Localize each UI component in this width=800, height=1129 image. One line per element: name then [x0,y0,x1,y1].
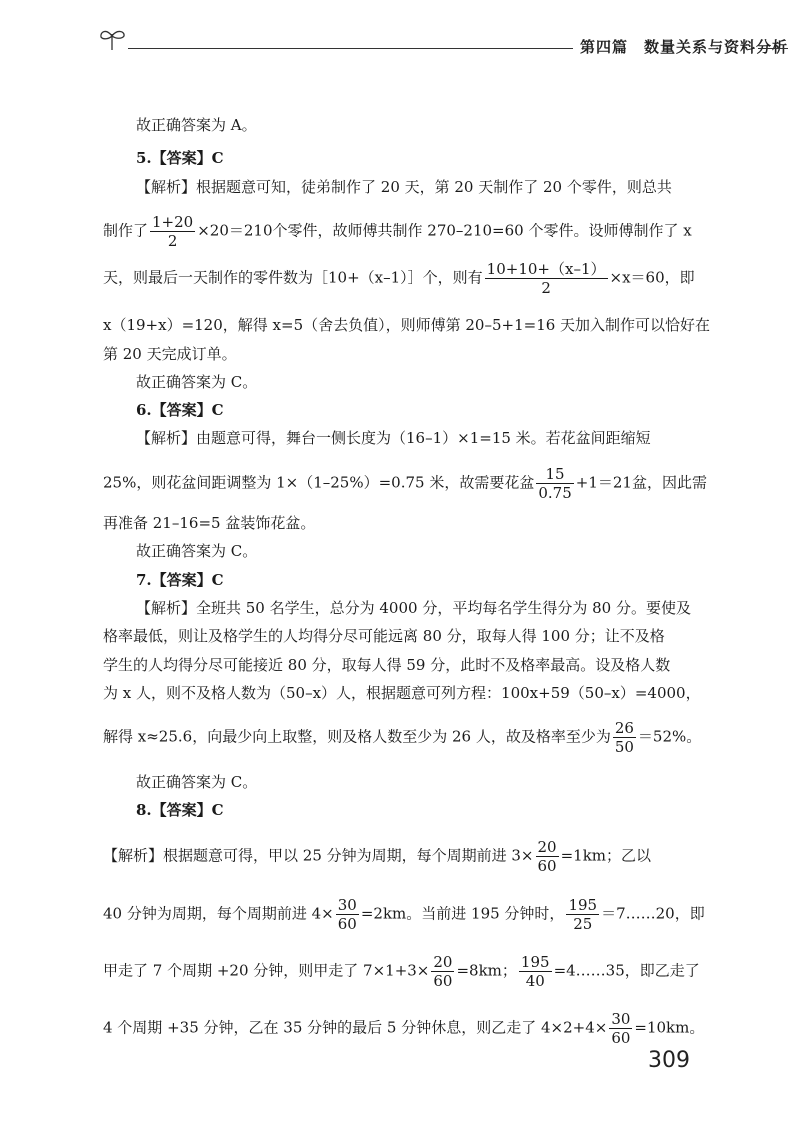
text-run: =4……35，即乙走了 [553,961,700,980]
fraction-numerator: 26 [614,719,634,737]
header-title: 第四篇 数量关系与资料分析 [580,38,789,56]
fraction-denominator: 60 [537,857,557,875]
fraction-denominator: 2 [541,279,551,297]
text-run: 40 分钟为周期，每个周期前进 4× [103,904,334,923]
text-run: ×x＝60，即 [609,268,695,287]
fraction [336,896,359,933]
fraction-denominator: 25 [573,915,593,933]
explanation-line: 为 x 人，则不及格人数为（50–x）人，根据题意可列方程：100x+59（50–x）=4000， [103,684,701,702]
explanation-line [103,213,692,250]
fraction-numerator: 1+20 [152,213,194,231]
text-run: 25%，则花盆间距调整为 1×（1–25%）=0.75 米，故需要花盆 [103,473,535,492]
conclusion-line: 故正确答案为 A。 [136,116,257,134]
conclusion-line: 故正确答案为 C。 [136,773,258,791]
explanation-line [103,1010,704,1047]
text-run: 解得 x≈25.6，向最少向上取整，则及格人数至少为 26 人，故及格率至少为 [103,727,611,746]
text-run: ＝7……20，即 [601,904,705,923]
explanation-line: 学生的人均得分尽可能接近 80 分，取每人得 59 分，此时不及格率最高。设及格人数 [103,656,671,674]
fraction-numerator: 10+10+（x–1） [486,260,606,278]
running-header [98,26,788,56]
explanation-line [103,838,651,875]
explanation-line [103,953,700,990]
explanation-line: 格率最低，则让及格学生的人均得分尽可能远离 80 分，取每人得 100 分；让不及格 [103,627,665,645]
explanation-line [103,465,707,502]
fraction [536,465,573,502]
text-run: +1＝21盆，因此需 [575,473,707,492]
fraction [431,953,454,990]
fraction [566,896,599,933]
text-run: 4 个周期 +35 分钟，乙在 35 分钟的最后 5 分钟休息，则乙走了 4×2+4× [103,1018,608,1037]
fraction-denominator: 60 [433,972,453,990]
fraction-denominator: 60 [337,915,357,933]
explanation-line: x（19+x）=120，解得 x=5（舍去负值），则师傅第 20–5+1=16 天加入制作可以恰好在 [103,316,711,334]
fraction [536,838,559,875]
fraction-numerator: 30 [611,1010,631,1028]
text-run: =1km；乙以 [560,846,652,865]
text-run: ×20＝210个零件，故师傅共制作 270–210=60 个零件。设师傅制作了 x [197,221,692,240]
text-run: ＝52%。 [637,727,702,746]
answer-heading-6: 6.【答案】C [136,401,224,419]
answer-heading-8: 8.【答案】C [136,801,224,819]
fraction-numerator: 20 [537,838,557,856]
explanation-line: 再准备 21–16=5 盆装饰花盆。 [103,514,316,532]
fraction-numerator: 15 [536,465,573,484]
fraction-numerator: 30 [337,896,357,914]
explanation-line: 【解析】由题意可得，舞台一侧长度为（16–1）×1=15 米。若花盆间距缩短 [136,429,651,447]
explanation-line: 【解析】全班共 50 名学生，总分为 4000 分，平均每名学生得分为 80 分。要使及 [136,599,691,617]
fraction-numerator: 195 [568,896,598,914]
text-run: =10km。 [634,1018,705,1037]
explanation-line: 【解析】根据题意可知，徒弟制作了 20 天，第 20 天制作了 20 个零件，则总共 [136,178,672,196]
fraction-numerator: 20 [433,953,453,971]
explanation-line [103,896,705,933]
explanation-line [103,719,701,756]
conclusion-line: 故正确答案为 C。 [136,542,258,560]
text-run: 甲走了 7 个周期 +20 分钟，则甲走了 7×1+3× [103,961,430,980]
header-rule-left [128,48,573,49]
fraction-denominator: 0.75 [538,484,572,502]
answer-heading-5: 5.【答案】C [136,149,224,167]
fraction-denominator: 50 [614,738,634,756]
text-run: 天，则最后一天制作的零件数为［10+（x–1）］个，则有 [103,268,483,287]
text-run: =2km。当前进 195 分钟时， [360,904,565,923]
fraction [519,953,552,990]
conclusion-line: 故正确答案为 C。 [136,373,258,391]
fraction [150,213,195,250]
fraction-numerator: 195 [520,953,550,971]
fraction [613,719,636,756]
page-number: 309 [648,1048,690,1073]
explanation-line [103,260,695,297]
fraction-denominator: 40 [525,972,545,990]
header-rule-right [758,48,788,49]
fraction [609,1010,632,1047]
explanation-line: 第 20 天完成订单。 [103,345,237,363]
fraction-denominator: 60 [611,1029,631,1047]
text-run: 【解析】根据题意可得，甲以 25 分钟为周期，每个周期前进 3× [103,846,534,865]
fraction-denominator: 2 [167,232,178,250]
sprout-icon [98,26,128,52]
answer-heading-7: 7.【答案】C [136,571,224,589]
fraction [485,260,608,297]
text-run: =8km； [456,961,517,980]
text-run: 制作了 [103,221,149,240]
